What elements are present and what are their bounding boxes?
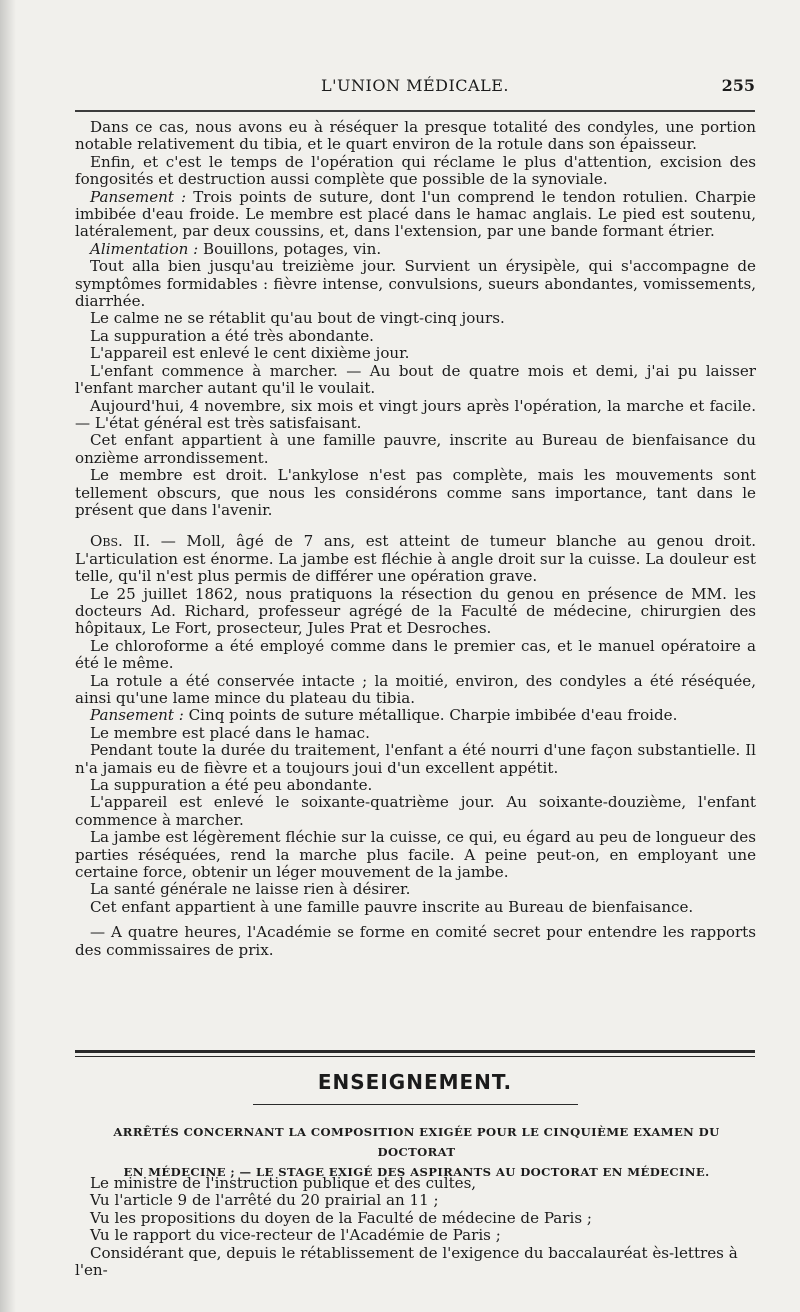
page-number: 255 bbox=[721, 76, 755, 95]
decree-heading-line: EN MÉDECINE ; — LE STAGE EXIGÉ DES ASPIRANTS AU DOCTORAT EN MÉDECINE. bbox=[123, 1165, 710, 1179]
paragraph-text: Trois points de suture, dont l'un comprend le tendon rotulien. Charpie imbibée d'eau froide. Le membre est placé dans le hamac anglais. Le pied est soutenu, latéralement, par deux coussins, et, dans l'extension, par une bande formant étrier. bbox=[75, 187, 756, 241]
section-title: ENSEIGNEMENT. bbox=[317, 1070, 513, 1094]
inline-label: Alimentation : bbox=[90, 239, 199, 258]
paragraph-text: — Moll, âgé de 7 ans, est atteint de tumeur blanche au genou droit. L'articulation est énorme. La jambe est fléchie à angle droit sur la cuisse. La douleur est telle, qu'il n'est plus permis de différer une opération grave. bbox=[75, 532, 756, 586]
paragraph: L'appareil est enlevé le cent dixième jour. bbox=[90, 344, 410, 363]
paragraph bbox=[75, 707, 756, 724]
paragraph: Pendant toute la durée du traitement, l'enfant a été nourri d'une façon substantielle. Il n'a jamais eu de fièvre et a toujours joui d'un excellent appétit. bbox=[75, 741, 756, 777]
decree-line: Considérant que, depuis le rétablissement de l'exigence du baccalauréat ès-lettres à l'en- bbox=[75, 1243, 738, 1280]
decree-line: Vu l'article 9 de l'arrêté du 20 prairial an 11 ; bbox=[90, 1191, 439, 1210]
paragraph bbox=[75, 241, 756, 258]
section-title-underline bbox=[253, 1104, 578, 1105]
decree-body bbox=[75, 1175, 756, 1279]
paragraph: La jambe est légèrement fléchie sur la cuisse, ce qui, eu égard au peu de longueur des parties réséquées, rend la marche plus facile. A peine peut-on, en employant une certaine force, obtenir un léger mouvement de la jambe. bbox=[75, 828, 756, 882]
paragraph: Tout alla bien jusqu'au treizième jour. Survient un érysipèle, qui s'accompagne de symptômes formidables : fièvre intense, convulsions, sueurs abondantes, vomissements, diarrhée. bbox=[75, 257, 756, 311]
inline-label: Pansement : bbox=[90, 706, 184, 725]
decree-heading bbox=[75, 1122, 758, 1182]
paragraph bbox=[75, 533, 756, 585]
paragraph: La suppuration a été très abondante. bbox=[90, 326, 374, 345]
article-body bbox=[75, 119, 756, 959]
paragraph: Enfin, et c'est le temps de l'opération qui réclame le plus d'attention, excision des fongosités et destruction aussi complète que possible de la synoviale. bbox=[75, 152, 756, 189]
inline-label: Pansement : bbox=[90, 187, 187, 206]
decree-line: Vu les propositions du doyen de la Faculté de médecine de Paris ; bbox=[90, 1208, 592, 1227]
decree-line: Vu le rapport du vice-recteur de l'Académie de Paris ; bbox=[90, 1226, 501, 1245]
decree-heading-line: ARRÊTÉS CONCERNANT LA COMPOSITION EXIGÉE POUR LE CINQUIÈME EXAMEN DU DOCTORAT bbox=[113, 1125, 720, 1159]
paragraph: Aujourd'hui, 4 novembre, six mois et vingt jours après l'opération, la marche et facile. — L'état général est très satisfaisant. bbox=[75, 396, 756, 432]
binding-shadow bbox=[0, 0, 16, 1312]
paragraph: — A quatre heures, l'Académie se forme en comité secret pour entendre les rapports des commissaires de prix. bbox=[75, 923, 756, 959]
paragraph: Cet enfant appartient à une famille pauvre inscrite au Bureau de bienfaisance. bbox=[90, 897, 694, 916]
paragraph: Le membre est droit. L'ankylose n'est pas complète, mais les mouvements sont tellement obscurs, que nous les considérons comme sans importance, tant dans le présent que dans l'avenir. bbox=[75, 466, 756, 519]
paragraph: La suppuration a été peu abondante. bbox=[90, 776, 373, 795]
paragraph: La rotule a été conservée intacte ; la moitié, environ, des condyles a été réséquée, ainsi qu'une lame mince du plateau du tibia. bbox=[75, 671, 756, 707]
section-divider bbox=[75, 1050, 755, 1053]
running-title: L'UNION MÉDICALE. bbox=[321, 76, 509, 95]
paragraph bbox=[75, 189, 756, 241]
paragraph-text: Bouillons, potages, vin. bbox=[202, 239, 382, 258]
paragraph: Le 25 juillet 1862, nous pratiquons la résection du genou en présence de MM. les docteurs Ad. Richard, professeur agrégé de la Faculté de médecine, chirurgien des hôpitaux, Le Fort, prosecteur, Jules Prat et Desroches. bbox=[75, 584, 756, 638]
paragraph: L'appareil est enlevé le soixante-quatrième jour. Au soixante-douzième, l'enfant commence à marcher. bbox=[75, 793, 756, 829]
header-rule bbox=[75, 110, 755, 112]
paragraph-text: Cinq points de suture métallique. Charpie imbibée d'eau froide. bbox=[188, 706, 678, 725]
paragraph: La santé générale ne laisse rien à désirer. bbox=[90, 880, 411, 899]
inline-label: Obs. II. bbox=[90, 532, 151, 551]
paragraph: Le calme ne se rétablit qu'au bout de vingt-cinq jours. bbox=[90, 309, 505, 328]
paragraph: Le membre est placé dans le hamac. bbox=[90, 723, 370, 742]
paragraph: Le chloroforme a été employé comme dans le premier cas, et le manuel opératoire a été le même. bbox=[75, 636, 756, 673]
page-header bbox=[75, 74, 755, 100]
paragraph: L'enfant commence à marcher. — Au bout de quatre mois et demi, j'ai pu laisser l'enfant marcher autant qu'il le voulait. bbox=[75, 361, 756, 398]
paragraph: Cet enfant appartient à une famille pauvre, inscrite au Bureau de bienfaisance du onzième arrondissement. bbox=[75, 431, 756, 467]
section-divider-thin bbox=[75, 1056, 755, 1057]
paragraph: Dans ce cas, nous avons eu à réséquer la presque totalité des condyles, une portion notable relativement du tibia, et le quart environ de la rotule dans son épaisseur. bbox=[75, 118, 756, 154]
decree-line: Le ministre de l'instruction publique et des cultes, bbox=[90, 1174, 477, 1192]
